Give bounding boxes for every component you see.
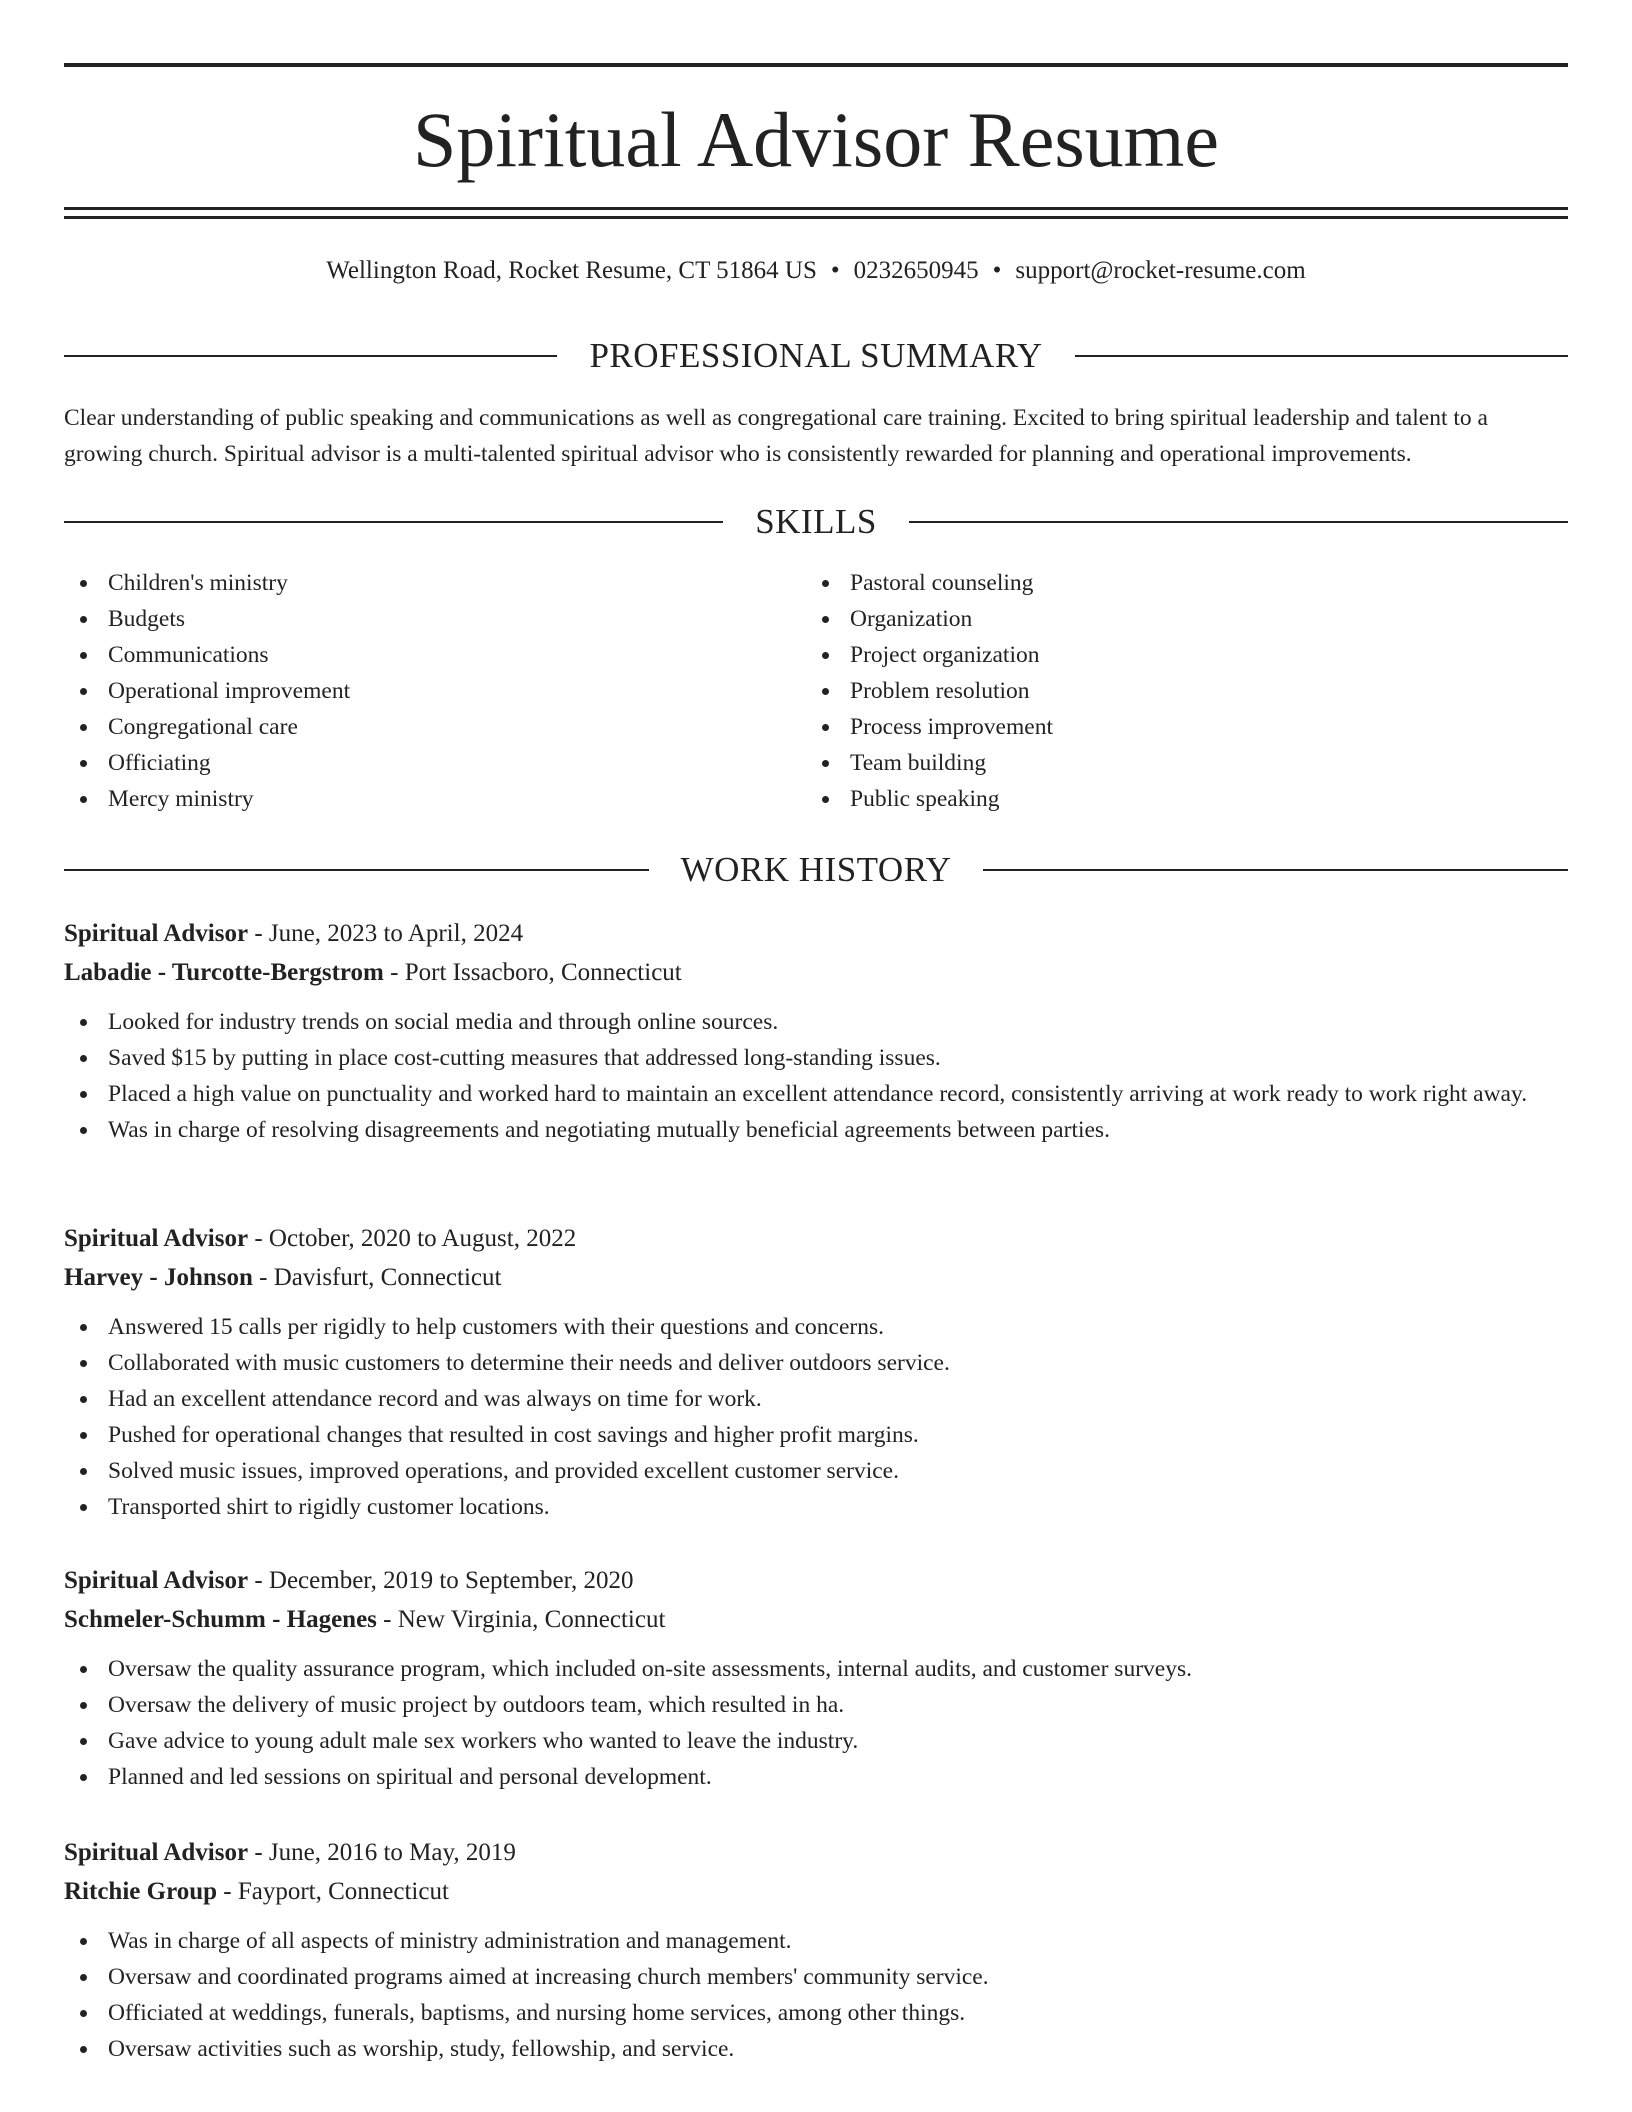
skill-item: Team building	[806, 745, 1506, 781]
contact-address: Wellington Road, Rocket Resume, CT 51864 US	[326, 257, 817, 284]
job-company-line	[64, 953, 1568, 992]
job-duty: Answered 15 calls per rigidly to help customers with their questions and concerns.	[64, 1309, 1568, 1345]
section-rule	[983, 869, 1568, 871]
skill-item: Pastoral counseling	[806, 565, 1506, 601]
job-company: Schmeler-Schumm - Hagenes	[64, 1606, 377, 1633]
skill-item: Budgets	[64, 601, 764, 637]
job-title: Spiritual Advisor	[64, 1225, 249, 1252]
job-duty: Saved $15 by putting in place cost-cutting measures that addressed long-standing issues.	[64, 1040, 1568, 1076]
job-title-line	[64, 914, 1568, 953]
section-rule	[64, 521, 723, 523]
job-title-line	[64, 1561, 1568, 1600]
job-dates: - June, 2016 to May, 2019	[248, 1839, 516, 1866]
skill-item: Organization	[806, 601, 1506, 637]
top-rule	[64, 63, 1568, 67]
job-duty: Had an excellent attendance record and was always on time for work.	[64, 1381, 1568, 1417]
job-duties-list	[64, 1923, 1568, 2067]
job-company: Labadie - Turcotte-Bergstrom	[64, 959, 384, 986]
job-duty: Solved music issues, improved operations, and provided excellent customer service.	[64, 1453, 1568, 1489]
job-title-line	[64, 1219, 1568, 1258]
skills-list-right	[806, 565, 1506, 817]
job-location: - Fayport, Connecticut	[217, 1878, 449, 1905]
job-duties-list	[64, 1651, 1568, 1795]
job-title: Spiritual Advisor	[64, 920, 249, 947]
job-company-line	[64, 1258, 1568, 1297]
page-title: Spiritual Advisor Resume	[413, 96, 1219, 183]
title-double-rule-lower	[64, 216, 1568, 219]
job-company-line	[64, 1600, 1568, 1639]
contact-separator: •	[830, 257, 840, 284]
skills-list-left	[64, 565, 764, 817]
job-duty: Oversaw and coordinated programs aimed at increasing church members' community service.	[64, 1959, 1568, 1995]
job-dates: - December, 2019 to September, 2020	[248, 1567, 634, 1594]
section-rule	[909, 521, 1568, 523]
professional-summary-text: Clear understanding of public speaking and communications as well as congregational care training. Excited to bring spiritual leadership and talent to a growing church. Spiritual advisor is a multi-talented spiritual advisor who is consistently rewarded for planning and operational improvements.	[64, 405, 1488, 467]
job-location: - Davisfurt, Connecticut	[252, 1264, 502, 1291]
section-title-summary: PROFESSIONAL SUMMARY	[589, 336, 1043, 375]
section-header-work	[64, 848, 1568, 892]
job-entry	[64, 914, 1568, 1148]
section-title-work: WORK HISTORY	[680, 850, 952, 889]
job-duty: Looked for industry trends on social media and through online sources.	[64, 1004, 1568, 1040]
job-company-line	[64, 1872, 1568, 1911]
job-duties-list	[64, 1309, 1568, 1525]
job-dates: - June, 2023 to April, 2024	[248, 920, 524, 947]
section-header-skills	[64, 500, 1568, 544]
skill-item: Problem resolution	[806, 673, 1506, 709]
job-title-line	[64, 1833, 1568, 1872]
job-duty: Officiated at weddings, funerals, baptisms, and nursing home services, among other things.	[64, 1995, 1568, 2031]
skill-item: Mercy ministry	[64, 781, 764, 817]
job-duty: Gave advice to young adult male sex workers who wanted to leave the industry.	[64, 1723, 1568, 1759]
job-company: Harvey - Johnson	[64, 1264, 253, 1291]
skill-item: Operational improvement	[64, 673, 764, 709]
job-duty: Planned and led sessions on spiritual and personal development.	[64, 1759, 1568, 1795]
job-duty: Collaborated with music customers to determine their needs and deliver outdoors service.	[64, 1345, 1568, 1381]
job-company: Ritchie Group	[64, 1878, 218, 1905]
skill-item: Communications	[64, 637, 764, 673]
job-duty: Oversaw activities such as worship, study, fellowship, and service.	[64, 2031, 1568, 2067]
contact-separator: •	[992, 257, 1002, 284]
section-rule	[1075, 355, 1568, 357]
section-header-summary	[64, 334, 1568, 378]
section-rule	[64, 869, 649, 871]
job-duty: Oversaw the delivery of music project by outdoors team, which resulted in ha.	[64, 1687, 1568, 1723]
skill-item: Officiating	[64, 745, 764, 781]
contact-email: support@rocket-resume.com	[1015, 257, 1306, 284]
job-duty: Oversaw the quality assurance program, which included on-site assessments, internal audits, and customer surveys.	[64, 1651, 1568, 1687]
job-entry	[64, 1833, 1568, 2067]
contact-phone: 0232650945	[853, 257, 979, 284]
skill-item: Project organization	[806, 637, 1506, 673]
job-location: - Port Issacboro, Connecticut	[383, 959, 682, 986]
job-title: Spiritual Advisor	[64, 1839, 249, 1866]
section-title-skills: SKILLS	[755, 502, 877, 541]
title-double-rule-upper	[64, 207, 1568, 210]
job-duty: Transported shirt to rigidly customer locations.	[64, 1489, 1568, 1525]
skill-item: Public speaking	[806, 781, 1506, 817]
job-duty: Placed a high value on punctuality and worked hard to maintain an excellent attendance record, consistently arriving at work ready to work right away.	[64, 1076, 1568, 1112]
section-rule	[64, 355, 557, 357]
job-duty: Was in charge of resolving disagreements and negotiating mutually beneficial agreements between parties.	[64, 1112, 1568, 1148]
skill-item: Process improvement	[806, 709, 1506, 745]
job-duties-list	[64, 1004, 1568, 1148]
skill-item: Congregational care	[64, 709, 764, 745]
job-location: - New Virginia, Connecticut	[376, 1606, 666, 1633]
skill-item: Children's ministry	[64, 565, 764, 601]
job-dates: - October, 2020 to August, 2022	[248, 1225, 577, 1252]
job-entry	[64, 1219, 1568, 1525]
job-entry	[64, 1561, 1568, 1795]
job-title: Spiritual Advisor	[64, 1567, 249, 1594]
job-duty: Pushed for operational changes that resulted in cost savings and higher profit margins.	[64, 1417, 1568, 1453]
contact-line	[64, 254, 1568, 288]
job-duty: Was in charge of all aspects of ministry administration and management.	[64, 1923, 1568, 1959]
